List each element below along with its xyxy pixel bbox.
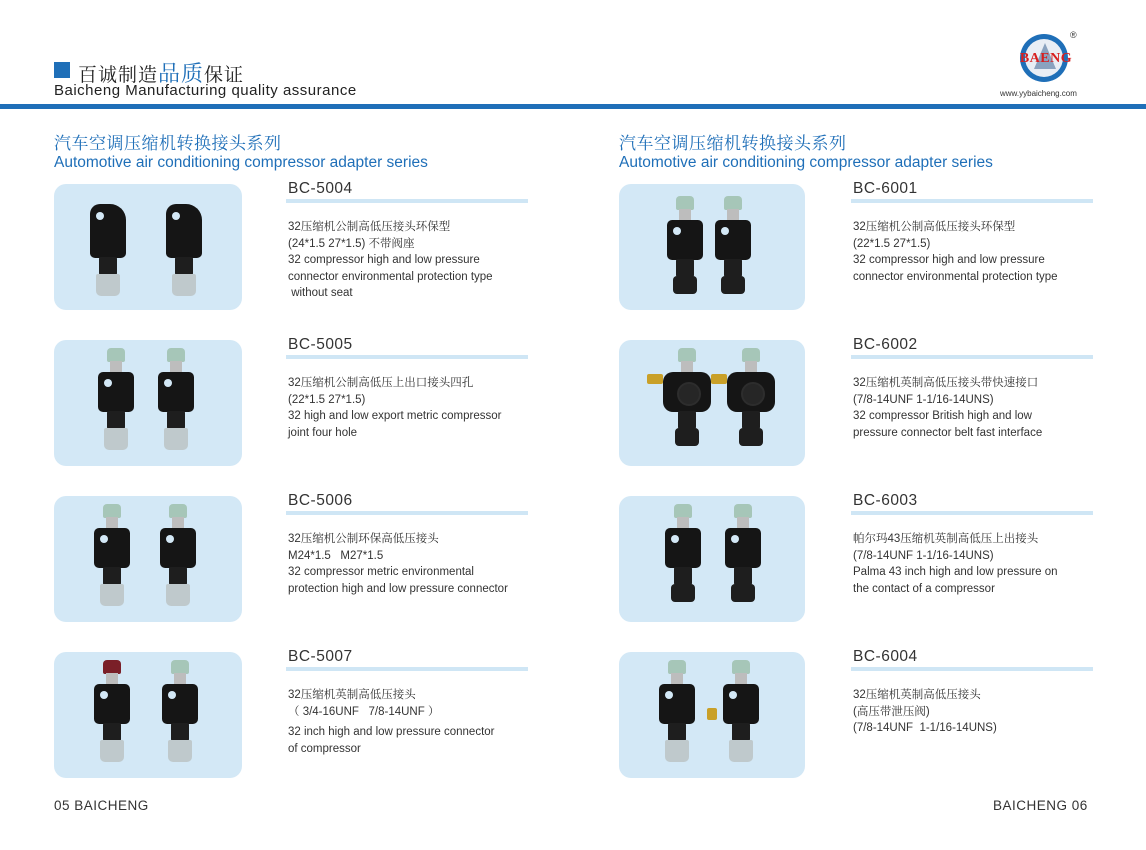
product-code-rule [851, 511, 1093, 515]
product-bc-5004 [54, 180, 554, 314]
desc-line: (高压带泄压阀) [853, 705, 930, 718]
page-number-right: BAICHENG 06 [993, 798, 1088, 813]
desc-line: joint four hole [288, 426, 358, 439]
desc-line: (7/8-14UNF 1-1/16-14UNS) [853, 722, 997, 734]
desc-line: without seat [288, 287, 353, 299]
product-code-rule [286, 355, 528, 359]
desc-line: connector environmental protection type [288, 270, 493, 283]
connector-right-icon [733, 348, 769, 458]
page-header [0, 0, 1146, 110]
product-description [853, 687, 1123, 737]
desc-line: 32 high and low export metric compressor [288, 410, 502, 422]
connector-right-icon [158, 348, 194, 458]
header-rule [0, 104, 1146, 109]
baeng-logo [1012, 30, 1080, 92]
page-number-left: 05 BAICHENG [54, 798, 149, 813]
product-photo [619, 340, 805, 466]
product-code-rule [851, 199, 1093, 203]
connector-left-icon [98, 348, 134, 458]
product-code: BC-6004 [853, 648, 918, 665]
connector-left-icon [659, 660, 695, 770]
desc-line: 32 compressor high and low pressure [288, 254, 480, 266]
product-bc-6002 [619, 336, 1119, 470]
product-description [288, 375, 558, 441]
desc-line: 32压缩机公制高低压接头环保型 [853, 221, 1016, 233]
product-bc-6004 [619, 648, 1119, 782]
right-section-title-en: Automotive air conditioning compressor adapter series [619, 154, 993, 171]
header-marker [54, 62, 70, 78]
connector-right-icon [725, 504, 761, 614]
product-description [853, 375, 1123, 441]
product-bc-6003 [619, 492, 1119, 626]
product-photo [54, 340, 242, 466]
product-description [288, 219, 558, 302]
connector-left-icon [669, 348, 705, 458]
desc-line: connector environmental protection type [853, 270, 1058, 283]
connector-right-icon [162, 660, 198, 770]
product-code: BC-5005 [288, 336, 353, 353]
desc-line: Palma 43 inch high and low pressure on [853, 566, 1058, 578]
desc-line: pressure connector belt fast interface [853, 426, 1043, 439]
desc-line: 32压缩机英制高低压接头带快速接口 [853, 377, 1039, 389]
desc-line: 32压缩机英制高低压接头 [288, 689, 416, 701]
connector-left-icon [665, 504, 701, 614]
connector-left-icon [667, 196, 703, 306]
desc-line: (7/8-14UNF 1-1/16-14UNS) [853, 393, 994, 406]
desc-line: 帕尔玛43压缩机英制高低压上出接头 [853, 533, 1039, 545]
header-title-en: Baicheng Manufacturing quality assurance [54, 82, 357, 99]
product-bc-5007 [54, 648, 554, 782]
registered-mark: ® [1070, 30, 1077, 40]
desc-line: 32压缩机英制高低压接头 [853, 689, 981, 701]
desc-line: 32 compressor high and low pressure [853, 254, 1045, 266]
product-code-rule [286, 199, 528, 203]
relief-valve-icon [707, 708, 717, 720]
left-section-title-cn: 汽车空调压缩机转换接头系列 [54, 134, 282, 153]
product-code: BC-6001 [853, 180, 918, 197]
quick-fitting-left-icon [647, 374, 663, 384]
desc-line: 32 inch high and low pressure connector [288, 726, 495, 738]
header-title-cn-post: 保证 [204, 65, 245, 86]
desc-line: 32压缩机公制环保高低压接头 [288, 533, 439, 545]
logo-text: BAENG [1019, 51, 1073, 66]
connector-left-icon [94, 660, 130, 770]
header-title-cn-highlight: 品质 [158, 61, 205, 86]
product-description [853, 219, 1123, 285]
product-description [853, 531, 1123, 597]
desc-line: 32压缩机公制高低压上出口接头四孔 [288, 377, 474, 389]
product-photo [619, 652, 805, 778]
website-url: www.yybaicheng.com [1000, 89, 1077, 98]
desc-line: protection high and low pressure connector [288, 582, 508, 595]
desc-line: of compressor [288, 742, 361, 755]
left-section-title [54, 134, 428, 172]
desc-line: 32 compressor British high and low [853, 410, 1032, 422]
product-code-rule [286, 511, 528, 515]
product-code: BC-6002 [853, 336, 918, 353]
right-section-title [619, 134, 993, 172]
product-photo [54, 496, 242, 622]
left-section-title-en: Automotive air conditioning compressor adapter series [54, 154, 428, 171]
desc-line: (24*1.5 27*1.5) 不带阀座 [288, 237, 415, 250]
product-code-rule [286, 667, 528, 671]
product-photo [54, 652, 242, 778]
desc-line: 32 compressor metric environmental [288, 566, 474, 578]
connector-left-icon [94, 504, 130, 614]
product-photo [619, 184, 805, 310]
desc-line: M24*1.5 M27*1.5 [288, 549, 384, 562]
product-description [288, 687, 558, 757]
product-code-rule [851, 667, 1093, 671]
product-code-rule [851, 355, 1093, 359]
product-description [288, 531, 558, 597]
product-photo [619, 496, 805, 622]
product-code: BC-5006 [288, 492, 353, 509]
product-bc-5006 [54, 492, 554, 626]
product-photo [54, 184, 242, 310]
connector-right-icon [166, 194, 202, 304]
connector-right-icon [160, 504, 196, 614]
product-bc-6001 [619, 180, 1119, 314]
product-bc-5005 [54, 336, 554, 470]
desc-line: （ 3/4-16UNF 7/8-14UNF ） [288, 705, 440, 718]
desc-line: the contact of a compressor [853, 582, 995, 595]
product-code: BC-5007 [288, 648, 353, 665]
connector-left-icon [90, 194, 126, 304]
product-code: BC-5004 [288, 180, 353, 197]
product-code: BC-6003 [853, 492, 918, 509]
connector-right-icon [723, 660, 759, 770]
desc-line: (22*1.5 27*1.5) [288, 393, 366, 406]
desc-line: (7/8-14UNF 1-1/16-14UNS) [853, 549, 994, 562]
header-title-cn-pre: 百诚制造 [78, 65, 159, 86]
connector-right-icon [715, 196, 751, 306]
desc-line: (22*1.5 27*1.5) [853, 237, 931, 250]
desc-line: 32压缩机公制高低压接头环保型 [288, 221, 451, 233]
quick-fitting-right-icon [711, 374, 727, 384]
right-section-title-cn: 汽车空调压缩机转换接头系列 [619, 134, 847, 153]
